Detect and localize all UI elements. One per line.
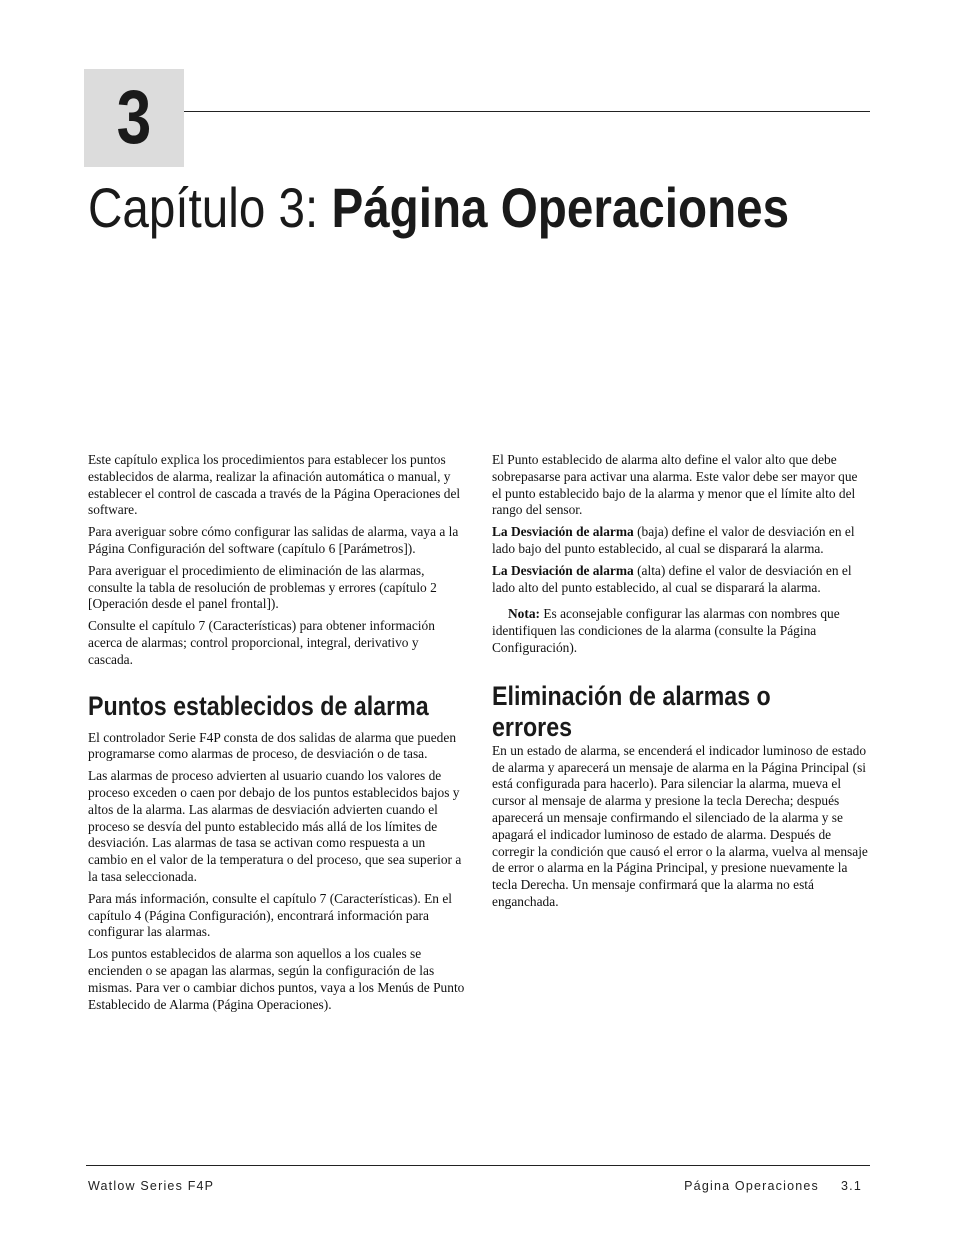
intro-paragraph: Para averiguar sobre cómo configurar las salidas de alarma, vaya a la Página Configuración del software (capítulo 6 [Parámetros]). — [88, 524, 459, 556]
clearing-alarms-paragraph: En un estado de alarma, se encenderá el indicador luminoso de estado de alarma y aparecerá un mensaje de alarma en la Página Principal (si está configurada para hacerlo). Para silenciar la alarma, mueva el cursor al mensaje de alarma y presione la tecla Derecha; después aparecerá un mensaje confirmando el silenciado de la alarma y se apagará el indicador luminoso de estado de alarma. Después de corregir la condición que causó el error o la alarma, vuelva al mensaje de error o alarma en la Página Principal, y presione nuevamente la tecla Derecha. Un mensaje confirmará que la alarma no está enganchada. — [492, 742, 868, 909]
section-paragraph: Los puntos establecidos de alarma son aquellos a los cuales se encienden o se apagan las alarmas, según la configuración de las mismas. Para ver o cambiar dichos puntos, vaya a los Menús de Punto Establecido de Alarma (Página Operaciones). — [88, 946, 465, 1012]
section-paragraph: Para más información, consulte el capítulo 7 (Características). En el capítulo 4 (Página Configuración), encontrará información para configurar las alarmas. — [88, 890, 453, 940]
left-column — [88, 452, 466, 1018]
deviation-low-paragraph — [492, 524, 870, 558]
note-paragraph — [492, 606, 870, 656]
intro-paragraph: Para averiguar el procedimiento de eliminación de las alarmas, consulte la tabla de resolución de problemas y errores (capítulo 2 [Operación desde el panel frontal]). — [88, 562, 437, 612]
section-heading-line1: Eliminación de alarmas o — [492, 680, 771, 711]
chapter-header-rule — [184, 111, 870, 112]
section-heading-line2: errores — [492, 711, 573, 742]
footer-rule — [86, 1165, 870, 1166]
footer-right — [684, 1179, 862, 1193]
chapter-title-bold: Página Operaciones — [331, 176, 790, 239]
note-label: Nota: — [508, 606, 540, 622]
section-heading-clearing-alarms — [492, 681, 817, 743]
intro-paragraph: Consulte el capítulo 7 (Características) para obtener información acerca de alarmas; control proporcional, integral, derivativo y cascada. — [88, 618, 435, 667]
deviation-high-term: La Desviación de alarma — [492, 562, 634, 578]
chapter-title-prefix: Capítulo 3: — [88, 176, 332, 239]
deviation-low-term: La Desviación de alarma — [492, 524, 634, 540]
section-paragraph: Las alarmas de proceso advierten al usuario cuando los valores de proceso exceden o caen por debajo de los puntos establecidos bajos y altos de la alarma. Las alarmas de desviación advierten cuando el proceso se desvía del punto establecido más allá de los límites de desviación. Las alarmas de tasa se activan como respuesta a un cambio en el valor de la temperatura o del proceso, que sea superior a la tasa seleccionada. — [88, 768, 462, 884]
intro-paragraph: Este capítulo explica los procedimientos para establecer los puntos establecidos de alarma, realizar la afinación automática o manual, y establecer el control de cascada a través de la Página Operaciones del software. — [88, 452, 461, 518]
chapter-number-box — [84, 69, 184, 167]
deviation-high-paragraph — [492, 563, 870, 597]
footer-section-name: Página Operaciones — [684, 1179, 820, 1193]
chapter-number: 3 — [116, 75, 152, 160]
footer-page-number: 3.1 — [841, 1179, 862, 1193]
section-paragraph: El controlador Serie F4P consta de dos salidas de alarma que pueden programarse como alarmas de proceso, de desviación o de tasa. — [88, 729, 457, 762]
chapter-title — [88, 176, 789, 240]
footer-product-name: Watlow Series F4P — [88, 1179, 215, 1193]
deviation-low-text: (baja) define el valor de desviación en el lado bajo del punto establecido, al cual se disparará la alarma. — [492, 524, 855, 556]
note-text: Es aconsejable configurar las alarmas con nombres que identifiquen las condiciones de la alarma (consulte la Página Configuración). — [492, 606, 840, 655]
deviation-high-text: (alta) define el valor de desviación en el lado alto del punto establecido, al cual se disparará la alarma. — [492, 562, 852, 595]
right-column — [492, 452, 870, 916]
section-heading-alarm-setpoints: Puntos establecidos de alarma — [88, 690, 429, 721]
high-setpoint-paragraph: El Punto establecido de alarma alto define el valor alto que debe sobrepasarse para activar una alarma. Este valor debe ser mayor que el punto establecido bajo de la alarma y menor que el límite alto del rango del sensor. — [492, 452, 858, 518]
